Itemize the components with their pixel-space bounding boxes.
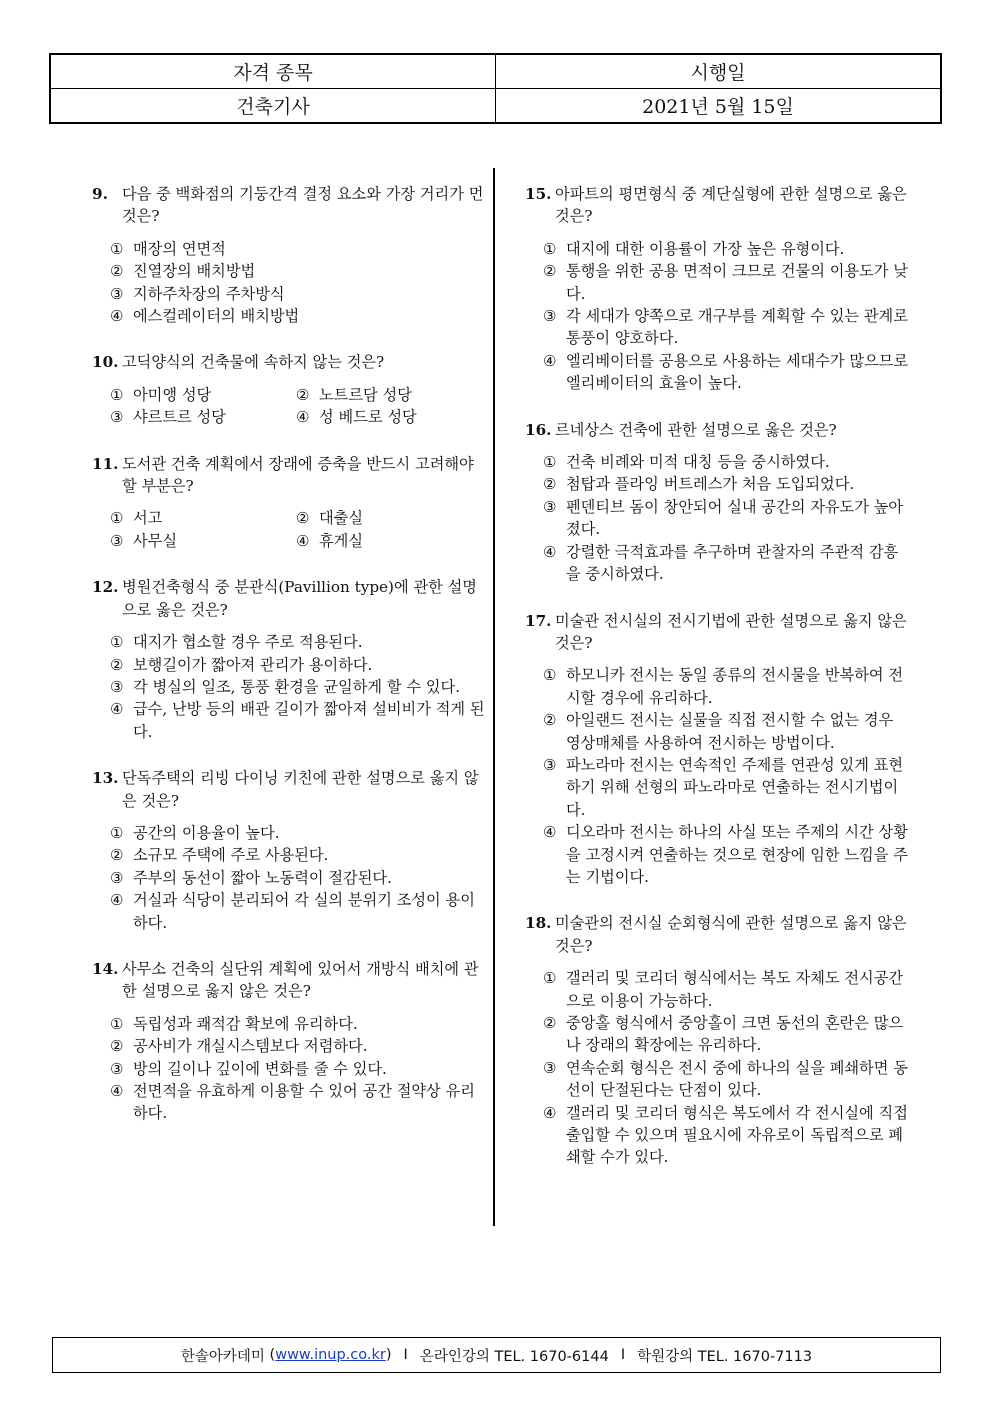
option-text: 대출실 [319,509,364,528]
answer-option [110,283,487,305]
question-text: 르네상스 건축에 관한 설명으로 옳은 것은? [555,420,837,439]
option-number: ④ [110,307,124,326]
answer-options [92,384,487,429]
question-header [92,351,487,373]
option-text: 공사비가 개실시스템보다 저렴하다. [133,1037,368,1056]
question [92,453,487,553]
option-number: ④ [296,408,310,427]
answer-options [525,451,910,585]
option-text: 아미앵 성당 [133,385,212,404]
answer-option [110,1035,487,1057]
column-divider [493,168,495,1226]
option-number: ① [110,1014,124,1033]
option-text: 휴게실 [319,531,364,550]
option-number: ② [543,475,557,494]
option-number: ① [543,666,557,685]
footer-online-phone: 온라인강의 TEL. 1670-6144 [419,1348,609,1365]
option-text: 서고 [133,509,163,528]
option-text: 거실과 식당이 분리되어 각 실의 분위기 조성이 용이하다. [133,891,475,932]
question-text: 아파트의 평면형식 중 계단실형에 관한 설명으로 옳은 것은? [555,185,907,226]
question [92,576,487,743]
option-number: ① [543,969,557,988]
answer-options [525,238,910,395]
answer-option [543,754,910,821]
left-question-column [92,183,487,1149]
option-text: 중앙홀 형식에서 중앙홀이 크면 동선의 혼란은 많으나 장래의 확장에는 유리하다. [566,1014,904,1055]
option-text: 성 베드로 성당 [319,408,417,427]
answer-option [296,384,487,406]
option-text: 펜덴티브 돔이 창안되어 실내 공간의 자유도가 높아졌다. [566,497,904,539]
footer-brand: 한솔아카데미 [180,1348,265,1365]
question-header [525,419,910,441]
qualification-label: 자격 종목 [50,54,496,89]
option-number: ④ [543,1103,557,1122]
option-text: 갤러리 및 코리더 형식에서는 복도 자체도 전시공간으로 이용이 가능하다. [566,969,904,1010]
answer-option [110,384,296,406]
option-number: ③ [543,307,557,326]
question-header [92,767,487,812]
question-header [525,912,910,957]
answer-option [110,305,487,327]
option-number: ③ [110,677,124,696]
question-header [92,958,487,1003]
answer-option [110,889,487,934]
option-text: 공간의 이용율이 높다. [133,823,280,842]
option-number: ④ [110,700,124,719]
answer-options [92,631,487,743]
question-text: 미술관의 전시실 순회형식에 관한 설명으로 옳지 않은 것은? [555,914,907,955]
option-number: ③ [110,868,124,887]
option-text: 각 세대가 양쪽으로 개구부를 계획할 수 있는 관계로 통풍이 양호하다. [566,307,908,348]
answer-options [525,664,910,888]
option-text: 급수, 난방 등의 배관 길이가 짧아져 설비비가 적게 된다. [133,700,485,741]
option-text: 방의 길이나 깊이에 변화를 줄 수 있다. [133,1059,387,1078]
question-number: 12. [92,578,119,597]
option-text: 보행길이가 짧아져 관리가 용이하다. [133,655,373,674]
answer-option [543,451,910,473]
answer-option [543,350,910,395]
question-number: 18. [525,914,552,933]
question-number: 10. [92,353,119,372]
option-number: ② [110,1037,124,1056]
answer-option [110,631,487,653]
option-text: 통행을 위한 공용 면적이 크므로 건물의 이용도가 낮다. [566,262,908,303]
answer-options [92,507,487,552]
answer-options [92,1013,487,1125]
question-text: 사무소 건축의 실단위 계획에 있어서 개방식 배치에 관한 설명으로 옳지 않은 것은? [122,959,479,1001]
answer-option [296,507,487,529]
option-text: 샤르트르 성당 [133,408,226,427]
question-text: 단독주택의 리빙 다이닝 키친에 관한 설명으로 옳지 않은 것은? [122,769,479,810]
answer-option [110,507,296,529]
question-header [525,183,910,228]
answer-option [543,1057,910,1102]
question [92,767,487,934]
qualification-value: 건축기사 [50,89,496,124]
option-number: ① [110,509,124,528]
exam-info-table [49,53,942,124]
question-number: 11. [92,454,119,473]
question-header [92,183,487,228]
option-number: ④ [543,542,557,561]
question-number: 17. [525,611,552,630]
answer-option [543,709,910,754]
option-text: 지하주차장의 주차방식 [133,284,285,303]
option-number: ③ [110,284,124,303]
answer-option [110,822,487,844]
question [525,912,910,1168]
question-number: 15. [525,185,552,203]
question [92,351,487,428]
option-text: 에스컬레이터의 배치방법 [133,307,300,326]
right-question-column [525,183,910,1193]
answer-option [110,654,487,676]
option-text: 연속순회 형식은 전시 중에 하나의 실을 폐쇄하면 동선이 단절된다는 단점이 있다. [566,1058,908,1100]
answer-option [296,406,487,428]
option-number: ③ [543,1058,557,1077]
option-text: 갤러리 및 코리더 형식은 복도에서 각 전시실에 직접 출입할 수 있으며 필요시에 자유로이 독립적으로 폐쇄할 수가 있다. [566,1103,908,1167]
exam-info-value-row [50,89,941,124]
answer-options [92,822,487,934]
option-number: ④ [110,1082,124,1100]
answer-option [110,676,487,698]
answer-option [110,1080,487,1125]
option-number: ④ [543,823,557,842]
answer-option [543,1012,910,1057]
option-number: ④ [110,891,124,910]
answer-option [543,305,910,350]
answer-option [543,1102,910,1169]
option-number: ② [110,262,124,281]
option-number: ① [110,239,124,258]
option-number: ② [543,262,557,281]
option-number: ① [110,823,124,842]
exam-date-label: 시행일 [496,54,942,89]
option-number: ③ [110,1059,124,1078]
footer-separator: I [620,1347,626,1363]
option-number: ① [543,239,557,258]
question-number: 9. [92,185,108,203]
option-text: 엘리베이터를 공용으로 사용하는 세대수가 많으므로 엘리베이터의 효율이 높다. [566,351,909,393]
question-number: 13. [92,769,119,788]
option-number: ① [110,633,124,652]
question-text: 미술관 전시실의 전시기법에 관한 설명으로 옳지 않은 것은? [555,611,907,652]
answer-option [543,967,910,1012]
answer-options [92,238,487,328]
option-text: 파노라마 전시는 연속적인 주제를 연관성 있게 표현하기 위해 선형의 파노라마로 연출하는 전시기법이다. [566,755,904,819]
option-number: ② [110,846,124,865]
option-text: 노트르담 성당 [319,385,412,404]
question-header [525,610,910,655]
option-text: 첨탑과 플라잉 버트레스가 처음 도입되었다. [566,475,855,494]
option-text: 사무실 [133,531,178,550]
option-text: 대지가 협소할 경우 주로 적용된다. [133,633,363,652]
option-number: ② [543,711,557,730]
option-text: 전면적을 유효하게 이용할 수 있어 공간 절약상 유리하다. [133,1082,475,1123]
question [92,958,487,1125]
option-text: 강렬한 극적효과를 추구하며 관찰자의 주관적 감흥을 중시하였다. [566,542,899,584]
question-header [92,576,487,621]
option-text: 주부의 동선이 짧아 노동력이 절감된다. [133,868,392,887]
answer-option [543,664,910,709]
question [525,610,910,889]
answer-option [110,698,487,743]
option-number: ① [543,453,557,472]
option-text: 각 병실의 일조, 통풍 환경을 균일하게 할 수 있다. [133,677,461,696]
answer-options [525,967,910,1169]
exam-date-value: 2021년 5월 15일 [496,89,942,124]
option-number: ② [296,385,310,404]
answer-option [543,541,910,586]
answer-option [110,238,487,260]
option-text: 건축 비례와 미적 대칭 등을 중시하였다. [566,453,830,472]
answer-option [543,496,910,541]
question-text: 도서관 건축 계획에서 장래에 증축을 반드시 고려해야 할 부분은? [122,454,474,496]
answer-option [543,260,910,305]
option-number: ③ [543,497,557,516]
question [525,183,910,395]
answer-option [543,238,910,260]
answer-option [110,1058,487,1080]
answer-option [110,260,487,282]
option-number: ③ [110,408,124,427]
option-number: ④ [296,531,310,550]
exam-info-header-row [50,54,941,89]
answer-option [110,1013,487,1035]
footer-separator: I [403,1347,408,1363]
question-number: 14. [92,959,119,978]
option-text: 대지에 대한 이용률이 가장 높은 유형이다. [566,239,845,258]
option-number: ② [543,1014,557,1032]
option-text: 디오라마 전시는 하나의 사실 또는 주제의 시간 상황을 고정시켜 연출하는 것으로 현장에 임한 느낌을 주는 기법이다. [566,823,908,886]
option-number: ③ [543,755,557,774]
footer-website-link[interactable]: www.inup.co.kr [275,1347,386,1363]
answer-option [110,844,487,866]
answer-option [110,406,296,428]
option-number: ① [110,385,124,404]
question-number: 16. [525,420,552,439]
option-text: 독립성과 쾌적감 확보에 유리하다. [133,1014,358,1033]
question [525,419,910,586]
option-number: ② [110,655,124,674]
option-number: ④ [543,351,557,370]
footer-academy-phone: 학원강의 TEL. 1670-7113 [637,1348,813,1365]
option-text: 매장의 연면적 [133,239,226,258]
option-text: 아일랜드 전시는 실물을 직접 전시할 수 없는 경우 영상매체를 사용하여 전시하는 방법이다. [566,711,894,752]
page-footer [52,1337,941,1373]
option-text: 소규모 주택에 주로 사용된다. [133,846,329,865]
answer-option [296,530,487,552]
question [92,183,487,327]
answer-option [110,530,296,552]
question-text: 병원건축형식 중 분관식(Pavillion type)에 관한 설명으로 옳은 것은? [122,578,477,619]
option-number: ③ [110,531,124,550]
question-header [92,453,487,498]
question-text: 고딕양식의 건축물에 속하지 않는 것은? [122,353,385,372]
answer-option [543,821,910,888]
answer-option [110,867,487,889]
option-number: ② [296,509,310,528]
question-text: 다음 중 백화점의 기둥간격 결정 요소와 가장 거리가 먼 것은? [122,185,484,226]
answer-option [543,473,910,495]
footer-link-close: ) [385,1347,392,1363]
option-text: 진열장의 배치방법 [133,262,256,281]
footer-link-open: ( [264,1347,276,1363]
option-text: 하모니카 전시는 동일 종류의 전시물을 반복하여 전시할 경우에 유리하다. [566,666,904,707]
